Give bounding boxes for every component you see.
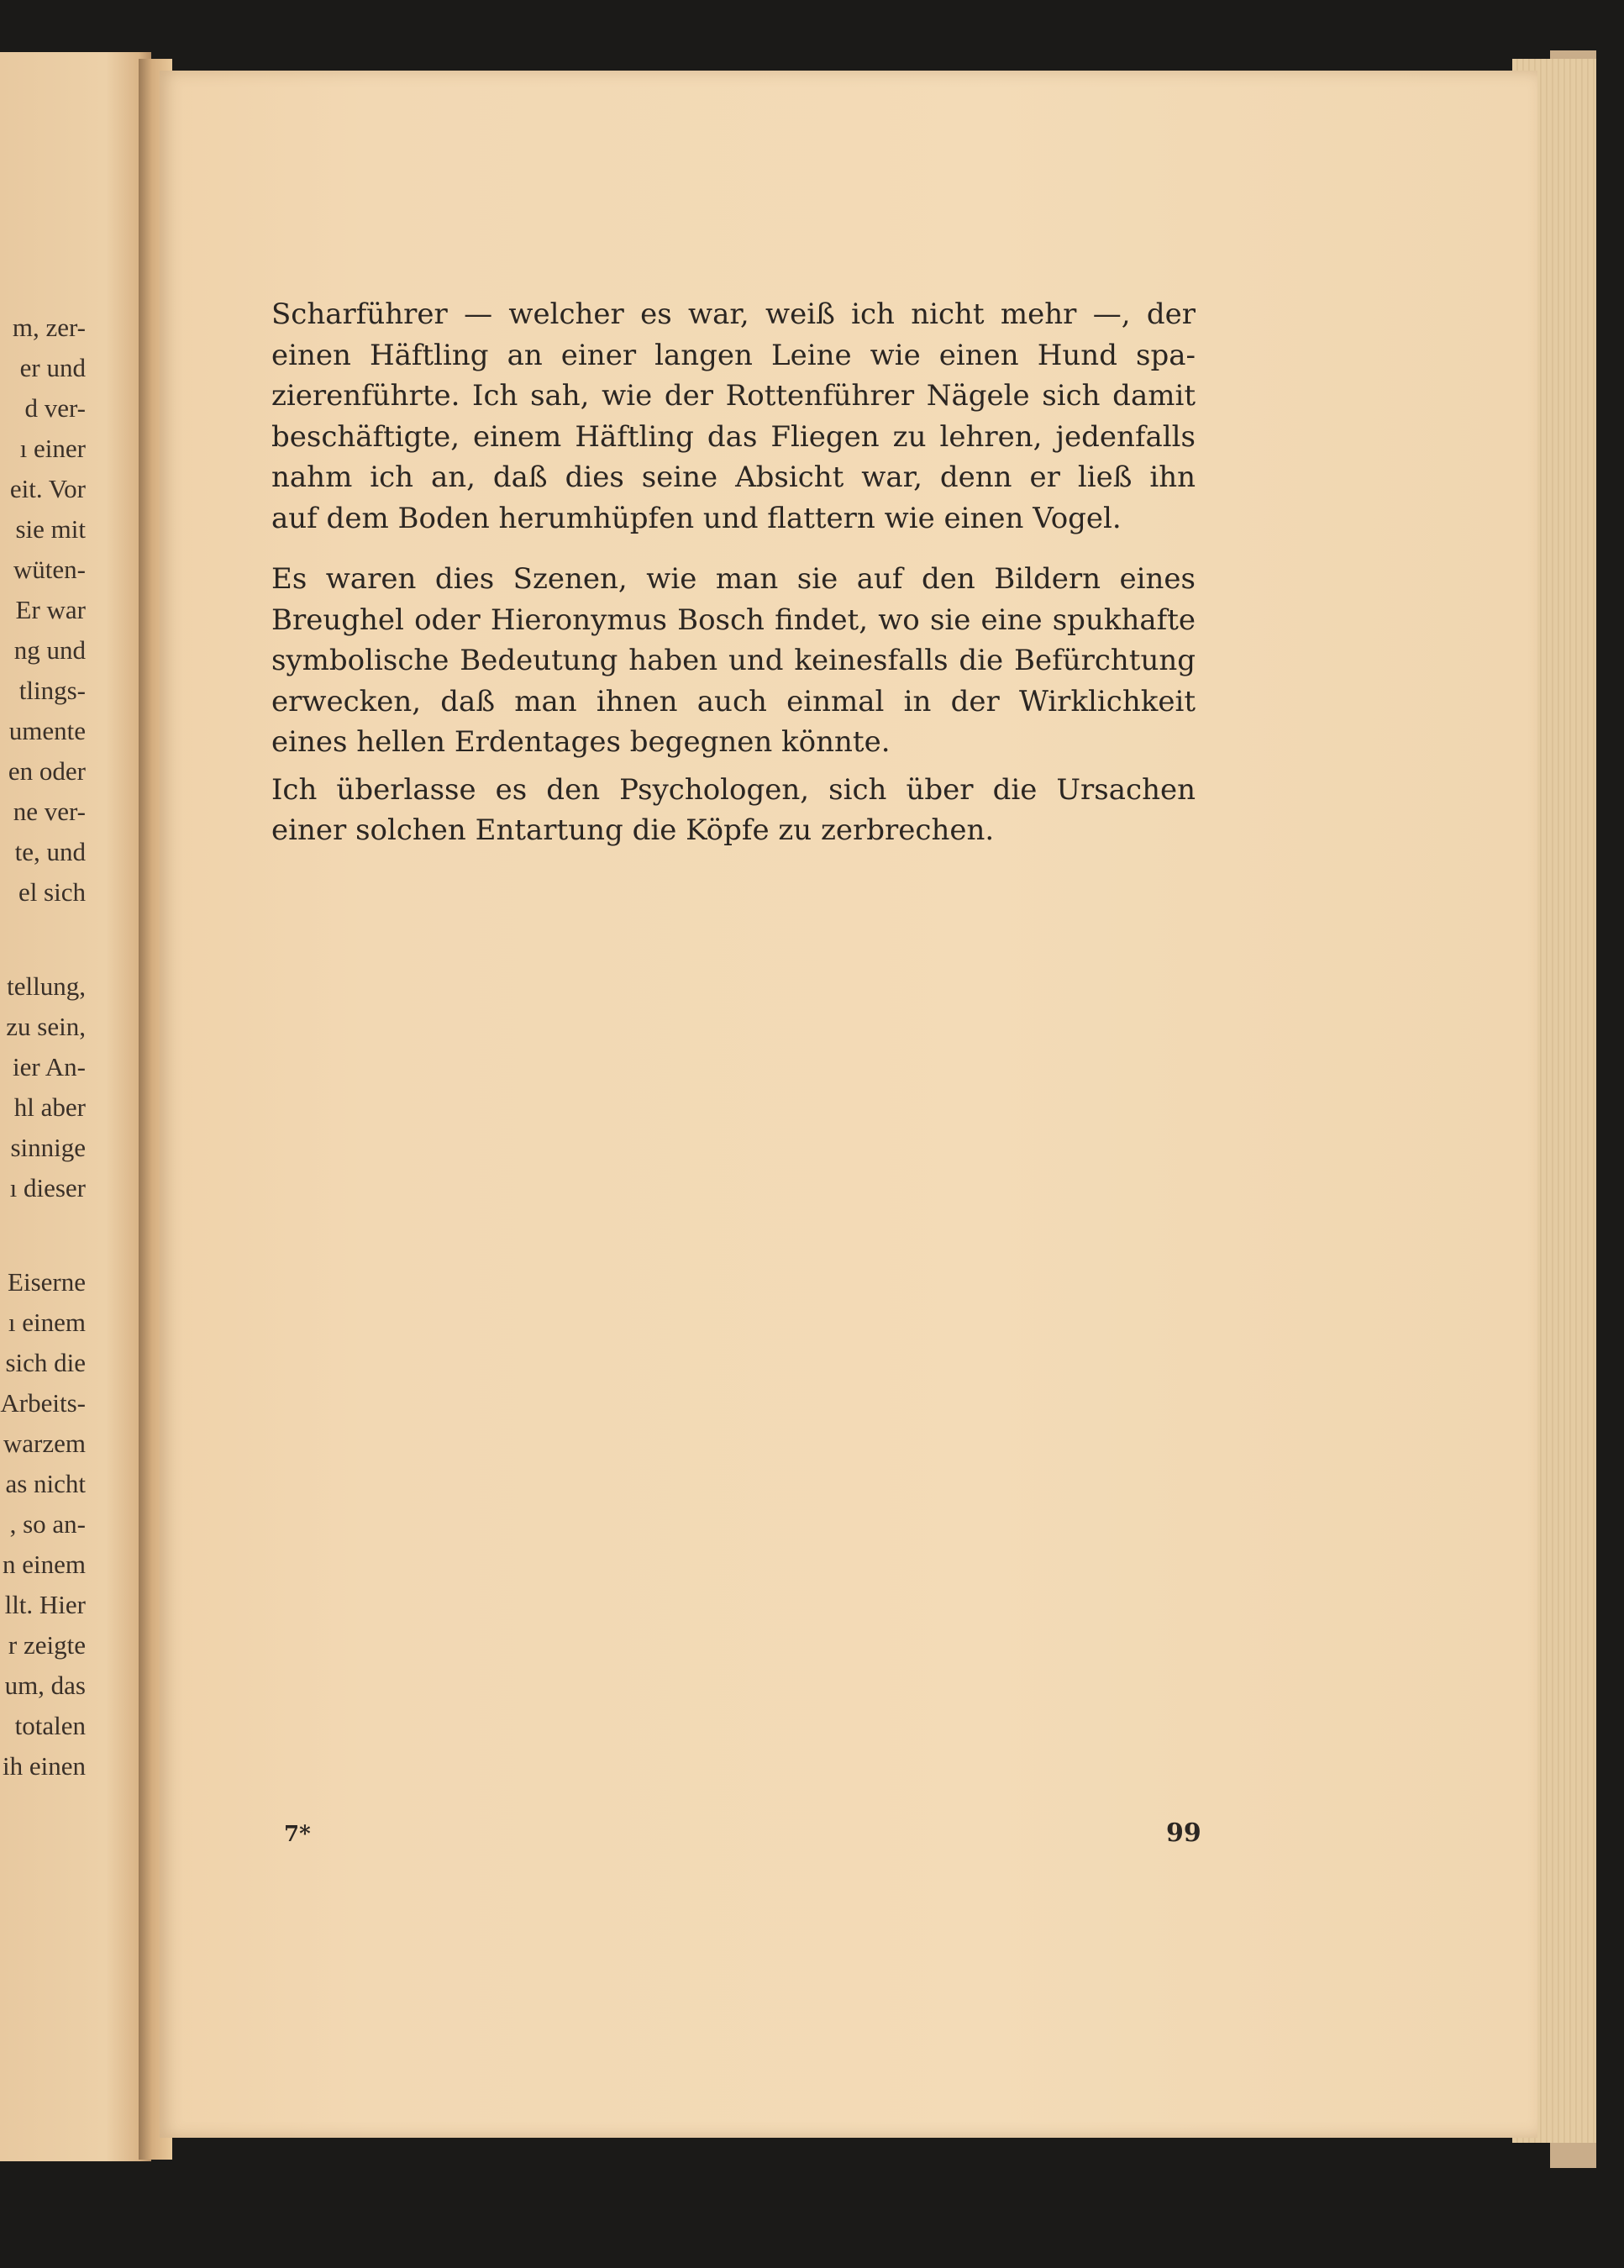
text-line: symbolische Bedeutung haben und keinesfalls die Befürchtung <box>271 644 1196 677</box>
text-line: nahm ich an, daß dies seine Absicht war, denn er ließ ihn <box>271 460 1196 494</box>
left-fragment: r zeigte <box>8 1630 86 1660</box>
left-fragment: el sich <box>18 877 86 907</box>
left-fragment: ı einem <box>8 1308 86 1337</box>
left-fragment: , so an- <box>9 1509 86 1539</box>
text-line: einer solchen Entartung die Köpfe zu zerbrechen. <box>271 813 995 847</box>
text-line: erwecken, daß man ihnen auch einmal in der Wirklichkeit <box>271 684 1196 718</box>
left-fragment: zu sein, <box>6 1012 86 1041</box>
left-fragment: totalen <box>14 1711 86 1740</box>
left-fragment: d ver- <box>24 393 86 423</box>
left-page <box>0 52 151 2161</box>
left-fragment: as nicht <box>5 1469 86 1498</box>
text-line: einen Häftling an einer langen Leine wie einen Hund spa- <box>271 338 1196 372</box>
text-line: Es waren dies Szenen, wie man sie auf den Bildern eines <box>271 562 1196 596</box>
left-fragment: umente <box>8 716 86 745</box>
left-fragment: er und <box>19 353 86 382</box>
left-fragment: um, das <box>4 1671 86 1700</box>
text-line: beschäftigte, einem Häftling das Fliegen zu lehren, jedenfalls <box>271 419 1196 454</box>
text-line: eines hellen Erdentages begegnen könnte. <box>271 725 891 759</box>
left-fragment: sie mit <box>15 514 86 544</box>
paragraph <box>271 770 1196 851</box>
left-fragment: Er war <box>15 595 86 624</box>
text-line: auf dem Boden herumhüpfen und flattern wie einen Vogel. <box>271 501 1122 535</box>
left-fragment: te, und <box>14 837 86 866</box>
text-line: zierenführte. Ich sah, wie der Rottenführer Nägele sich damit <box>271 379 1196 413</box>
text-line: Scharführer — welcher es war, weiß ich nicht mehr —, der <box>271 297 1196 331</box>
left-fragment: wüten- <box>13 555 86 584</box>
left-fragment: ih einen <box>3 1751 86 1781</box>
left-fragment: n einem <box>3 1550 86 1579</box>
left-fragment: ne ver- <box>13 797 86 826</box>
body-text <box>271 294 1196 851</box>
left-fragment: warzem <box>3 1429 86 1458</box>
left-fragment: eit. Vor <box>9 474 86 503</box>
left-fragment: tlings- <box>18 676 86 705</box>
text-line: Ich überlasse es den Psychologen, sich über die Ursachen <box>271 772 1196 807</box>
left-fragment: tellung, <box>7 971 86 1001</box>
left-fragment: ng und <box>13 635 86 665</box>
page-number: 99 <box>1166 1818 1201 1848</box>
left-fragment: m, zer- <box>12 313 86 342</box>
left-fragment: ı dieser <box>9 1173 86 1202</box>
left-fragment: ier An- <box>13 1052 86 1081</box>
paragraph <box>271 559 1196 763</box>
left-fragment: ı einer <box>19 434 86 463</box>
left-fragment: Arbeits- <box>0 1388 86 1418</box>
left-fragment: sich die <box>5 1348 86 1377</box>
left-fragment: hl aber <box>13 1092 86 1122</box>
paragraph <box>271 294 1196 539</box>
left-fragment: llt. Hier <box>4 1590 86 1619</box>
left-fragment: sinnige <box>10 1133 86 1162</box>
text-line: Breughel oder Hieronymus Bosch findet, wo sie eine spukhafte <box>271 603 1196 637</box>
left-fragment: Eiserne <box>8 1267 86 1297</box>
left-fragment: en oder <box>8 756 86 786</box>
signature-mark: 7* <box>284 1822 311 1847</box>
